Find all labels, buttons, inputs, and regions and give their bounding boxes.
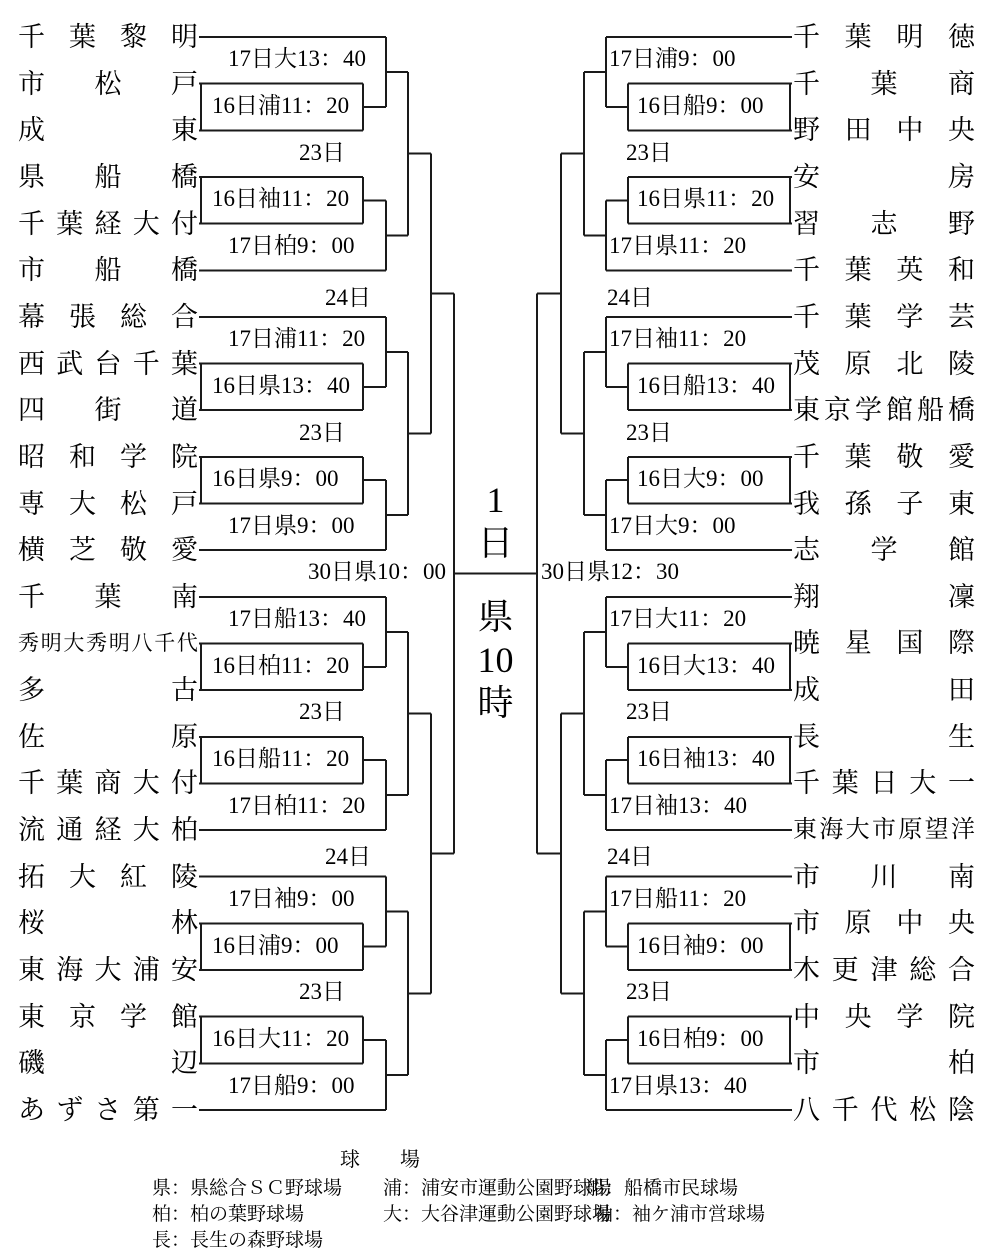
second-round-match-label: 17日柏11：20 bbox=[228, 792, 366, 818]
legend-venue-entry: 浦：浦安市運動公園野球場 bbox=[383, 1178, 612, 1199]
second-round-match-label: 17日袖9：00 bbox=[228, 885, 355, 911]
third-round-date-label: 23日 bbox=[299, 699, 345, 725]
team-name: 市 川 南 bbox=[793, 861, 975, 892]
third-round-date-label: 23日 bbox=[626, 419, 672, 445]
second-round-match-label: 17日袖11：20 bbox=[609, 326, 747, 352]
team-name: 東 京 学 館 船 橋 bbox=[793, 395, 975, 426]
team-name: 長 生 bbox=[793, 721, 975, 752]
team-name: 千 葉 商 大 付 bbox=[18, 768, 198, 799]
team-name: 千 葉 学 芸 bbox=[793, 301, 975, 332]
team-name: 木 更 津 総 合 bbox=[793, 955, 975, 985]
team-name: 四 街 道 bbox=[18, 395, 198, 426]
team-name: 西 武 台 千 葉 bbox=[18, 348, 198, 379]
first-round-match-label: 16日船9：00 bbox=[637, 92, 764, 118]
third-round-date-label: 23日 bbox=[626, 979, 672, 1005]
team-name: 翔 凜 bbox=[793, 581, 975, 612]
first-round-match-label: 16日船13：40 bbox=[637, 372, 775, 398]
legend-venue-entry: 柏：柏の葉野球場 bbox=[152, 1204, 305, 1225]
team-name: 幕 張 総 合 bbox=[18, 301, 198, 332]
team-name: 成 東 bbox=[18, 115, 198, 146]
team-name: 茂 原 北 陵 bbox=[793, 348, 975, 379]
team-name: 千 葉 経 大 付 bbox=[18, 208, 198, 239]
third-round-date-label: 23日 bbox=[299, 419, 345, 445]
final-date-seg: 1 bbox=[486, 480, 505, 520]
team-name: 流 通 経 大 柏 bbox=[18, 815, 198, 845]
team-name: 習 志 野 bbox=[793, 208, 975, 239]
team-name: 千 葉 南 bbox=[18, 581, 198, 612]
team-name: 我 孫 子 東 bbox=[793, 488, 975, 519]
third-round-date-label: 23日 bbox=[626, 699, 672, 725]
team-name: 昭 和 学 院 bbox=[18, 441, 198, 472]
team-name: 東 海 大 浦 安 bbox=[18, 955, 198, 985]
team-name: 市 船 橋 bbox=[18, 255, 198, 286]
second-round-match-label: 17日大9：00 bbox=[609, 512, 736, 538]
final-venue-time bbox=[455, 596, 536, 725]
first-round-match-label: 16日大11：20 bbox=[212, 1025, 350, 1051]
first-round-match-label: 16日大9：00 bbox=[637, 466, 764, 492]
team-name: 東 京 学 館 bbox=[18, 1001, 198, 1032]
team-name: 磯 辺 bbox=[18, 1048, 198, 1079]
second-round-match-label: 17日浦9：00 bbox=[609, 46, 736, 72]
team-name: 成 田 bbox=[793, 675, 975, 706]
first-round-match-label: 16日県13：40 bbox=[212, 372, 350, 398]
quarterfinal-date-label: 24日 bbox=[325, 284, 371, 310]
legend-venue-entry: 大：大谷津運動公園野球場 bbox=[383, 1204, 612, 1225]
team-name: あ ず さ 第 一 bbox=[18, 1095, 198, 1125]
second-round-match-label: 17日県13：40 bbox=[609, 1072, 747, 1098]
second-round-match-label: 17日袖13：40 bbox=[609, 792, 747, 818]
second-round-match-label: 17日県11：20 bbox=[609, 232, 747, 258]
team-name: 佐 原 bbox=[18, 721, 198, 752]
team-name: 千 葉 明 徳 bbox=[793, 22, 975, 52]
second-round-match-label: 17日船11：20 bbox=[609, 885, 747, 911]
team-name: 中 央 学 院 bbox=[793, 1001, 975, 1032]
quarterfinal-date-label: 24日 bbox=[607, 284, 653, 310]
legend-venue-entry: 県：県総合ＳＣ野球場 bbox=[152, 1178, 343, 1199]
team-name: 秀 明 大 秀 明 八 千 代 bbox=[18, 631, 198, 656]
team-name: 東 海 大 市 原 望 洋 bbox=[793, 817, 975, 843]
team-name: 横 芝 敬 愛 bbox=[18, 535, 198, 566]
first-round-match-label: 16日県9：00 bbox=[212, 466, 339, 492]
team-name: 市 原 中 央 bbox=[793, 908, 975, 939]
quarterfinal-date-label: 24日 bbox=[325, 844, 371, 870]
team-name: 市 松 戸 bbox=[18, 68, 198, 99]
first-round-match-label: 16日袖13：40 bbox=[637, 746, 775, 772]
first-round-match-label: 16日柏9：00 bbox=[637, 1025, 764, 1051]
legend-venue-entry: 船：船橋市民球場 bbox=[586, 1178, 739, 1199]
second-round-match-label: 17日船13：40 bbox=[228, 606, 366, 632]
team-name: 多 古 bbox=[18, 675, 198, 706]
team-name: 暁 星 国 際 bbox=[793, 628, 975, 659]
first-round-match-label: 16日柏11：20 bbox=[212, 652, 350, 678]
second-round-match-label: 17日大13：40 bbox=[228, 46, 366, 72]
team-name: 千 葉 商 bbox=[793, 68, 975, 99]
team-name: 千 葉 日 大 一 bbox=[793, 768, 975, 799]
team-name: 千 葉 英 和 bbox=[793, 255, 975, 286]
second-round-match-label: 17日柏9：00 bbox=[228, 232, 355, 258]
first-round-match-label: 16日県11：20 bbox=[637, 186, 775, 212]
final-venue-seg: 10 bbox=[477, 640, 514, 680]
second-round-match-label: 17日大11：20 bbox=[609, 606, 747, 632]
legend-title: 球 場 bbox=[340, 1149, 420, 1171]
team-name: 千 葉 黎 明 bbox=[18, 22, 198, 52]
final-date-seg: 日 bbox=[477, 523, 514, 563]
second-round-match-label: 17日浦11：20 bbox=[228, 326, 366, 352]
semifinal-label-right: 30日県12：30 bbox=[541, 558, 679, 584]
final-date bbox=[455, 469, 536, 565]
third-round-date-label: 23日 bbox=[626, 139, 672, 165]
team-name: 志 学 館 bbox=[793, 535, 975, 566]
team-name: 八 千 代 松 陰 bbox=[793, 1095, 975, 1125]
first-round-match-label: 16日袖11：20 bbox=[212, 186, 350, 212]
first-round-match-label: 16日浦11：20 bbox=[212, 92, 350, 118]
second-round-match-label: 17日県9：00 bbox=[228, 512, 355, 538]
team-name: 専 大 松 戸 bbox=[18, 488, 198, 519]
third-round-date-label: 23日 bbox=[299, 979, 345, 1005]
first-round-match-label: 16日船11：20 bbox=[212, 746, 350, 772]
quarterfinal-date-label: 24日 bbox=[607, 844, 653, 870]
first-round-match-label: 16日袖9：00 bbox=[637, 932, 764, 958]
final-venue-seg: 時 bbox=[477, 683, 514, 723]
third-round-date-label: 23日 bbox=[299, 139, 345, 165]
team-name: 県 船 橋 bbox=[18, 161, 198, 192]
first-round-match-label: 16日浦9：00 bbox=[212, 932, 339, 958]
team-name: 安 房 bbox=[793, 161, 975, 192]
team-name: 桜 林 bbox=[18, 908, 198, 939]
first-round-match-label: 16日大13：40 bbox=[637, 652, 775, 678]
legend-venue-entry: 長：長生の森野球場 bbox=[152, 1230, 324, 1251]
legend-venue-entry: 袖：袖ケ浦市営球場 bbox=[594, 1204, 766, 1225]
team-name: 拓 大 紅 陵 bbox=[18, 861, 198, 892]
team-name: 野 田 中 央 bbox=[793, 115, 975, 146]
final-venue-seg: 県 bbox=[477, 597, 514, 637]
second-round-match-label: 17日船9：00 bbox=[228, 1072, 355, 1098]
team-name: 市 柏 bbox=[793, 1048, 975, 1079]
team-name: 千 葉 敬 愛 bbox=[793, 441, 975, 472]
semifinal-label-left: 30日県10：00 bbox=[308, 558, 446, 584]
